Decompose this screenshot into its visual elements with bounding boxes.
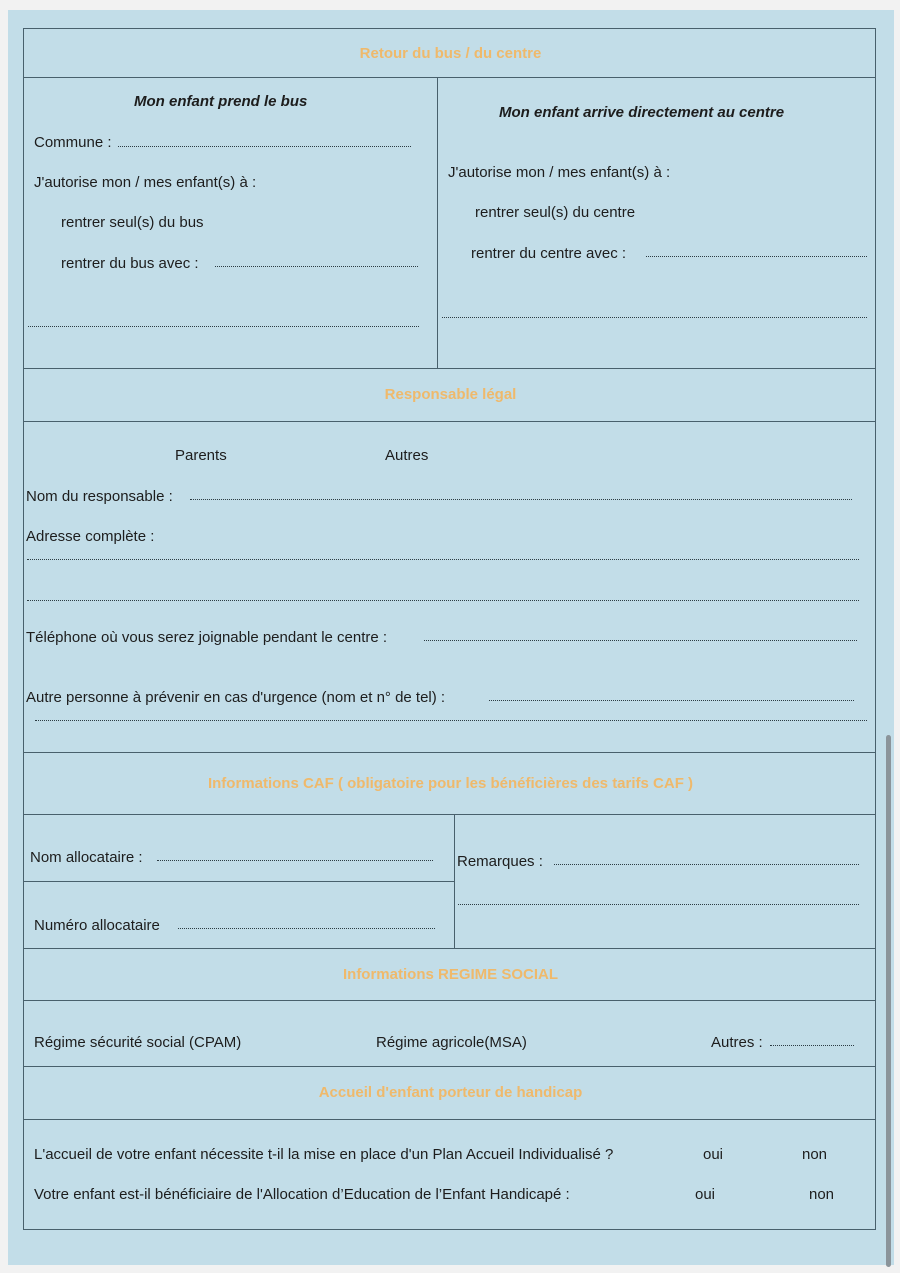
bus-right-title: Mon enfant arrive directement au centre [499,104,785,121]
handicap-section-header: Accueil d'enfant porteur de handicap [318,1084,583,1101]
centre-with-field[interactable] [646,256,867,257]
column-divider [437,77,438,368]
caf-section-header: Informations CAF ( obligatoire pour les bénéficières des tarifs CAF ) [207,775,694,792]
caf-number-field[interactable] [178,928,435,929]
regime-others-field[interactable] [770,1045,854,1046]
divider [24,814,875,815]
legal-section-header: Responsable légal [384,386,517,403]
scrollbar[interactable] [886,735,891,1267]
address-field-2[interactable] [27,600,859,601]
remarks-field-1[interactable] [554,864,859,865]
bus-section-header: Retour du bus / du centre [359,45,542,62]
remarks-label: Remarques : [457,853,543,870]
handicap-question-aeeh: Votre enfant est-il bénéficiaire de l'Allocation d’Education de l’Enfant Handicapé : [34,1186,570,1203]
caf-number-label: Numéro allocataire [34,917,160,934]
emergency-field-2[interactable] [35,720,867,721]
phone-field[interactable] [424,640,857,641]
phone-label: Téléphone où vous serez joignable pendant le centre : [26,629,388,646]
centre-authorize-label: J'autorise mon / mes enfant(s) à : [448,164,671,181]
bus-authorize-label: J'autorise mon / mes enfant(s) à : [34,174,257,191]
regime-others-label: Autres : [711,1034,763,1051]
centre-extra-field[interactable] [442,317,867,318]
bus-left-title: Mon enfant prend le bus [134,93,308,110]
remarks-field-2[interactable] [458,904,859,905]
regime-section-header: Informations REGIME SOCIAL [342,966,558,983]
bus-with-field[interactable] [215,266,418,267]
caf-name-field[interactable] [157,860,433,861]
option-others[interactable]: Autres [385,447,429,464]
bus-option-with[interactable]: rentrer du bus avec : [61,255,199,272]
responsable-name-label: Nom du responsable : [26,488,173,505]
divider [24,1119,875,1120]
centre-option-with[interactable]: rentrer du centre avec : [471,245,627,262]
bus-option-alone[interactable]: rentrer seul(s) du bus [61,214,204,231]
column-divider [454,814,455,948]
divider [24,948,875,949]
option-parents[interactable]: Parents [175,447,227,464]
form-table [23,28,876,1230]
aeeh-yes-option[interactable]: oui [695,1186,716,1203]
divider [24,368,875,369]
divider [24,421,875,422]
regime-cpam-option[interactable]: Régime sécurité social (CPAM) [34,1034,242,1051]
responsable-name-field[interactable] [190,499,852,500]
divider [24,1000,875,1001]
pai-no-option[interactable]: non [802,1146,828,1163]
commune-label: Commune : [34,134,112,151]
caf-name-label: Nom allocataire : [30,849,143,866]
divider [24,77,875,78]
bus-extra-field[interactable] [28,326,419,327]
regime-msa-option[interactable]: Régime agricole(MSA) [376,1034,527,1051]
pai-yes-option[interactable]: oui [703,1146,724,1163]
divider [24,881,454,882]
aeeh-no-option[interactable]: non [809,1186,835,1203]
divider [24,752,875,753]
handicap-question-pai: L'accueil de votre enfant nécessite t-il la mise en place d'un Plan Accueil Individualisé ? [34,1146,614,1163]
divider [24,1066,875,1067]
commune-field[interactable] [118,146,411,147]
address-field-1[interactable] [27,559,859,560]
emergency-label: Autre personne à prévenir en cas d'urgence (nom et n° de tel) : [26,689,446,706]
centre-option-alone[interactable]: rentrer seul(s) du centre [475,204,636,221]
emergency-field-1[interactable] [489,700,854,701]
address-label: Adresse complète : [26,528,155,545]
